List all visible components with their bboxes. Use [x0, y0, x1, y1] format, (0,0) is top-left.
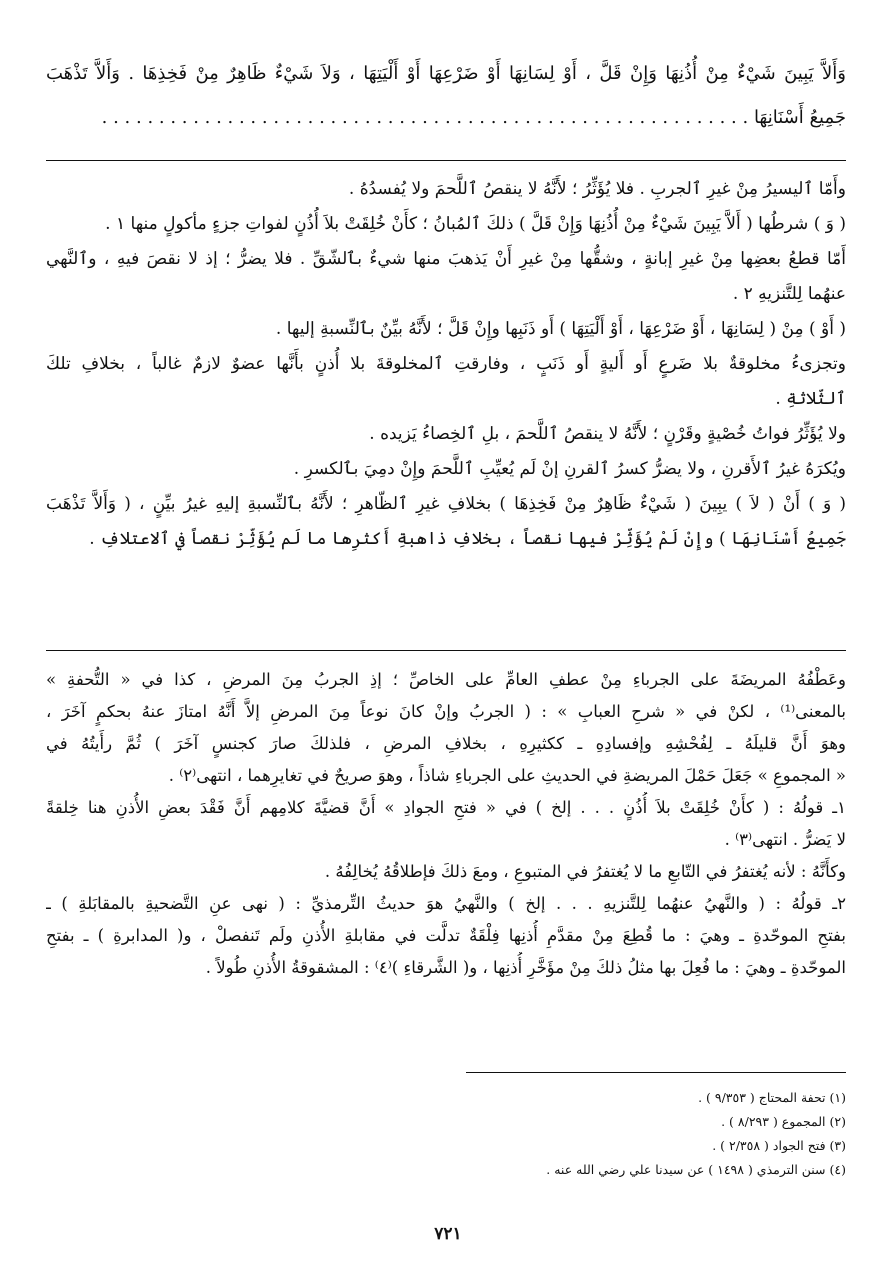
sharh-line: جَمِيعُ أَسْنَانِهَا ) وإِنْ لَمْ يُؤَثِّرْ فيها نقصاً ، بخلافِ ذاهبةِ أَكثرِها ما لَم يُؤَثِّرْ نقصاً في ٱلاعتلافِ . [89, 529, 846, 549]
sharh-line: وأَمّا ٱليسيرُ مِنْ غيرِ ٱلجربِ . فلا يُؤَثِّرُ ؛ لأَنَّهُ لا ينقصُ ٱللَّحمَ ولا يُفسدُهُ . [348, 179, 846, 199]
hashiya-line: بفتحِ الموحّدةِ ـ وهيَ : ما قُطِعَ مِنْ مقدَّمِ أُذنِها فِلْقَةٌ تدلَّت في مقابلةِ الأُذنِ ولَم تَنفصلْ ، و( المدابرةِ ) ـ بفتحِ [46, 926, 846, 945]
hashiya-line: وعَطْفُهُ المريضَةَ على الجرباءِ مِنْ عطفِ العامِّ على الخاصِّ ؛ إذِ الجربُ مِنَ المرضِ ، كذا في « التُّحفةِ » [46, 670, 846, 689]
hashiya-line: لا يَضرُّ . انتهى⁽٣⁾ . [724, 830, 846, 849]
sharh-line: عنهُما لِلتَّنزيهِ ٢ . [732, 284, 846, 304]
hashiya-line: الموحّدةِ ـ وهيَ : ما فُعِلَ بها مثلُ ذلكَ مِنْ مؤَخَّرِ أُذنِها ، و( الشَّرقاءِ )⁽٤⁾ : المشقوقةُ الأُذنِ طُولاً . [205, 958, 846, 977]
hashiya-line: بالمعنى⁽¹⁾ ، لكنْ في « شرحِ العبابِ » : ( الجربُ وإنْ كانَ نوعاً مِنَ المرضِ إلاَّ أَنَّهُ امتازَ عنهُ بحكمٍ آخَرَ ، [46, 702, 846, 721]
footnote: (١) تحفة المحتاج ( ٩/٣٥٣ ) . [698, 1090, 846, 1105]
sharh-line: ٱلثّلاثةِ . [775, 389, 846, 409]
hashiya-text [46, 664, 846, 984]
hashiya-line: « المجموعِ » جَعَلَ حَمْلَ المريضةِ في الحديثِ على الجرباءِ شاذاً ، وهوَ صريحٌ في تغايرِهما ، انتهى⁽٢⁾ . [168, 766, 846, 785]
sharh-line: ( وَ ) شرطُها ( أَلاَّ يَبِينَ شَيْءٌ مِنْ أُذُنِهَا وَإِنْ قَلَّ ) ذلكَ ٱلمُبانُ ؛ كأَنْ خُلِقَتْ بلاَ أُذُنٍ لفواتِ جزءٍ مأكولٍ منها ١ . [105, 214, 846, 234]
matn-line: وَأَلاَّ يَبِينَ شَيْءٌ مِنْ أُذُنِهَا وَإِنْ قَلَّ ، أَوْ لِسَانِهَا أَوْ ضَرْعِهَا أَوْ أَلْيَتِهَا ، وَلاَ شَيْءٌ ظَاهِرٌ مِنْ فَخِذِهَا . وَأَلاَّ تَذْهَبَ [46, 63, 846, 84]
sharh-line: ولا يُؤَثِّرُ فواتُ خُصْيةٍ وقَرْنٍ ؛ لأَنَّهُ لا ينقصُ ٱللَّحمَ ، بلِ ٱلخِصاءُ يَزيده . [369, 424, 846, 444]
matn-line: جَمِيعُ أَسْنَانِهَا . . . . . . . . . . . . . . . . . . . . . . . . . . . . . . . . . . . . . . . . . . . . . . . . . . . . . . . . . [101, 107, 846, 128]
hashiya-line: وهوَ أَنَّ قليلَهُ ـ لِفُحْشِهِ وإفسادِهِ ـ ككثيرِهِ ، بخلافِ المرضِ ، فلذلكَ صارَ كجنسٍ آخَرَ ) ثُمَّ رأَيتُهُ في [46, 734, 846, 753]
footnote: (٤) سنن الترمذي ( ١٤٩٨ ) عن سيدنا علي رضي الله عنه . [546, 1162, 846, 1177]
footnote: (٣) فتح الجواد ( ٢/٣٥٨ ) . [712, 1138, 846, 1153]
hashiya-line: ١ـ قولُهُ : ( كأَنْ خُلِقَتْ بلاَ أُذُنٍ . . . إلخ ) في « فتحِ الجوادِ » أَنَّ قضيَّةَ كلامِهم أَنَّ فَقْدَ بعضِ الأُذنِ هنا خِلقةً [46, 798, 846, 817]
footnotes [46, 1086, 846, 1182]
sharh-line: أَمّا قطعُ بعضِها مِنْ غيرِ إبانةٍ ، وشقُّها مِنْ غيرِ أَنْ يَذهبَ منها شيءٌ بٱلشّقِّ . فلا يضرُّ ؛ إذ لا نقصَ فيهِ ، وٱلنَّهي [46, 249, 846, 269]
sharh-line: ويُكرَهُ غيرُ ٱلأَقرنِ ، ولا يضرُّ كسرُ ٱلقرنِ إنْ لَم يُعيِّبِ ٱللَّحمَ وإِنْ دمِيَ بٱلكسرِ . [293, 459, 846, 479]
page-number: ٧٢١ [434, 1224, 462, 1244]
divider-sharh-hashiya [46, 650, 846, 651]
hashiya-line: ٢ـ قولُهُ : ( والنَّهيُ عنهُما لِلتَّنزيهِ . . . إلخ ) والنَّهيُ هوَ حديثُ التِّرمذيِّ : ( نهى عنِ التَّضحيةِ بالمقابَلةِ ) ـ [46, 894, 846, 913]
footnote: (٢) المجموع ( ٨/٢٩٣ ) . [721, 1114, 846, 1129]
matn-text [46, 52, 846, 140]
hashiya-line: وكأَنَّهُ : لأنه يُغتفرُ في التّابعِ ما لا يُغتفرُ في المتبوعِ ، ومعَ ذلكَ فإطلاقُهُ يُخالِفُهُ . [324, 862, 846, 881]
divider-matn-sharh [46, 160, 846, 161]
sharh-line: وتجزىءُ مخلوقةٌ بلا ضَرعٍ أَو أَليةٍ أَو ذَنَبٍ ، وفارقتِ ٱلمخلوقةَ بلا أُذنٍ بأَنَّها عضوٌ لازمٌ غالباً ، بخلافِ تلكَ [46, 354, 846, 374]
sharh-line: ( وَ ) أَنْ ( لاَ ) يبِينَ ( شَيْءٌ ظَاهِرٌ مِنْ فَخِذِهَا ) بخلافِ غيرِ ٱلظّاهرِ ؛ لأَنَّهُ بٱلنِّسبةِ إليهِ غيرُ بيِّنٍ ، ( وَأَلاَّ تَذْهَبَ [46, 494, 846, 514]
sharh-text [46, 172, 846, 557]
sharh-line: ( أَوْ ) مِنْ ( لِسَانِهَا ، أَوْ ضَرْعِهَا ، أَوْ أَلْيَتِهَا ) أَو ذَنَبِها وإِنْ قَلَّ ؛ لأَنَّهُ بيِّنٌ بٱلنِّسبةِ إليها . [275, 319, 846, 339]
footnote-divider [466, 1072, 846, 1073]
